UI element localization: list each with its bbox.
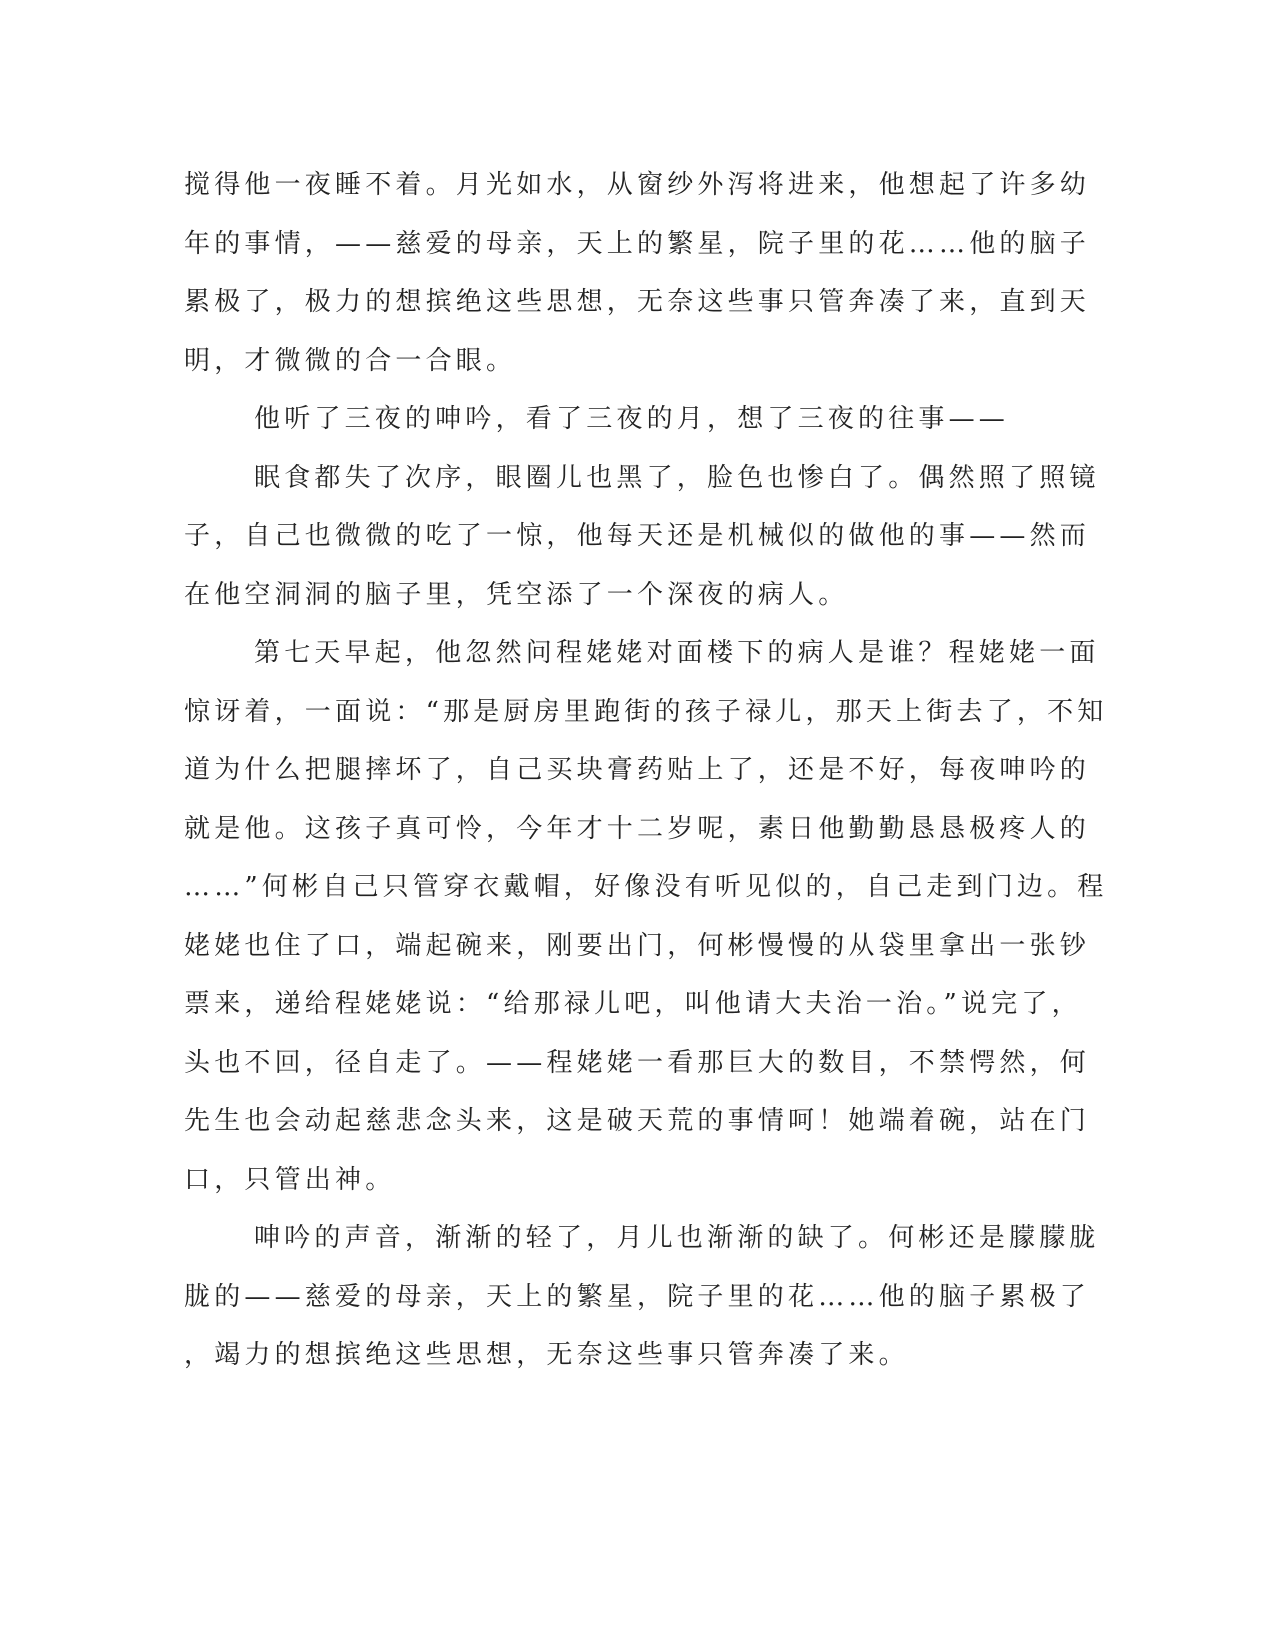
text-line: 胧的——慈爱的母亲，天上的繁星，院子里的花……他的脑子累极了 [184,1281,1091,1312]
text-line: 呻吟的声音，渐渐的轻了，月儿也渐渐的缺了。何彬还是朦朦胧 [254,1223,1100,1253]
text-line: 明，才微微的合一合眼。 [184,345,517,376]
text-line: 先生也会动起慈悲念头来，这是破天荒的事情呵！她端着碗，站在门 [184,1106,1091,1136]
text-line: ，竭力的想摈绝这些思想，无奈这些事只管奔凑了来。 [184,1340,909,1370]
text-line: 道为什么把腿摔坏了，自己买块膏药贴上了，还是不好，每夜呻吟的 [184,755,1091,785]
text-line: 累极了，极力的想摈绝这些思想，无奈这些事只管奔凑了来，直到天 [184,287,1091,317]
body-text [184,156,1108,1385]
text-line: 眠食都失了次序，眼圈儿也黑了，脸色也惨白了。偶然照了照镜 [254,462,1100,493]
text-line: 第七天早起，他忽然问程姥姥对面楼下的病人是谁？程姥姥一面 [254,638,1100,668]
text-line: 他听了三夜的呻吟，看了三夜的月，想了三夜的往事—— [254,404,1010,434]
text-line: 票来，递给程姥姥说：“给那禄儿吧，叫他请大夫治一治。”说完了， [184,989,1082,1019]
text-line: 头也不回，径自走了。——程姥姥一看那巨大的数目，不禁愕然，何 [184,1047,1091,1078]
text-line: 就是他。这孩子真可怜，今年才十二岁呢，素日他勤勤恳恳极疼人的 [184,813,1091,844]
text-line: 姥姥也住了口，端起碗来，刚要出门，何彬慢慢的从袋里拿出一张钞 [184,930,1091,961]
text-line: ……”何彬自己只管穿衣戴帽，好像没有听见似的，自己走到门边。程 [184,872,1108,902]
text-line: 口，只管出神。 [184,1164,396,1195]
text-line: 搅得他一夜睡不着。月光如水，从窗纱外泻将进来，他想起了许多幼 [184,170,1091,200]
text-line: 子，自己也微微的吃了一惊，他每天还是机械似的做他的事——然而 [184,521,1091,551]
text-line: 年的事情，——慈爱的母亲，天上的繁星，院子里的花……他的脑子 [184,228,1091,259]
text-line: 在他空洞洞的脑子里，凭空添了一个深夜的病人。 [184,579,849,610]
text-line: 惊讶着，一面说：“那是厨房里跑街的孩子禄儿，那天上街去了，不知 [184,696,1108,727]
